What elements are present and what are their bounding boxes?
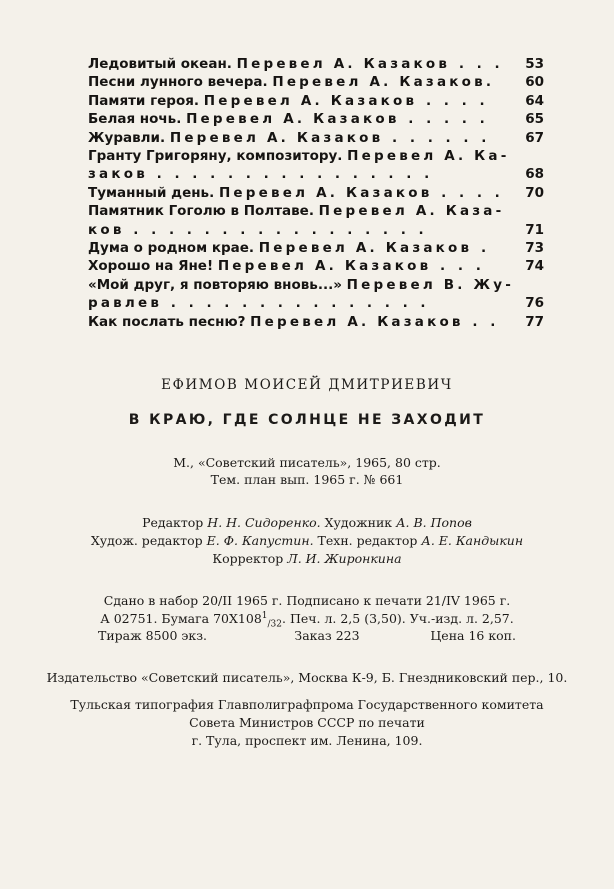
toc-entry-title xyxy=(88,257,520,275)
art-editor-name: Е. Ф. Капустин. xyxy=(206,533,314,548)
toc-translator: заков xyxy=(88,166,148,183)
toc-entry xyxy=(88,92,544,110)
toc-entry xyxy=(88,184,544,202)
toc-entry-title xyxy=(88,313,520,331)
toc-page-number: 71 xyxy=(525,221,544,238)
toc-leader-dots: . . xyxy=(463,313,500,330)
toc-entry-title xyxy=(88,184,520,202)
toc-translator: Перевел А. Казаков xyxy=(250,313,464,330)
printer-line-2: Совета Министров СССР по печати xyxy=(189,715,425,730)
toc-entry-title xyxy=(88,165,520,183)
toc-poem-title: Памятник Гоголю в Полтаве. xyxy=(88,203,314,220)
toc-translator: Перевел В. Жу- xyxy=(346,276,515,293)
toc-entry-title xyxy=(88,276,520,294)
toc-page-number: 67 xyxy=(525,129,544,146)
toc-poem-title: Гранту Григоряну, композитору. xyxy=(88,148,343,165)
toc-leader-dots: . . . . . xyxy=(399,111,489,128)
credits-line-3 xyxy=(0,551,614,566)
paper-format-sup: 1 xyxy=(261,611,268,621)
printer-line-1: Тульская типография Главполиграфпрома Государственного комитета xyxy=(70,697,544,712)
toc-entry-title xyxy=(88,202,520,220)
toc-entry xyxy=(88,313,544,331)
toc-page-number: 64 xyxy=(525,92,544,109)
sheets-text: . Печ. л. 2,5 (3,50). Уч.-изд. л. 2,57. xyxy=(282,611,514,627)
artist-name: А. В. Попов xyxy=(396,515,472,530)
artist-label: Художник xyxy=(324,515,393,530)
toc-page-number: 76 xyxy=(525,295,544,312)
toc-entry xyxy=(88,55,544,73)
toc-entry xyxy=(88,73,544,91)
toc-leader-dots: . xyxy=(485,74,495,91)
toc-page-number: 65 xyxy=(525,111,544,128)
table-of-contents xyxy=(88,55,544,331)
author-name: ЕФИМОВ МОИСЕЙ ДМИТРИЕВИЧ xyxy=(161,377,453,393)
toc-entry-title xyxy=(88,110,520,128)
toc-translator: Перевел А. Казаков xyxy=(186,111,400,128)
toc-entry-title xyxy=(88,73,520,91)
toc-translator: Перевел А. Казаков xyxy=(236,56,451,72)
toc-entry-title xyxy=(88,294,520,312)
toc-entry-title xyxy=(88,221,520,239)
toc-entry xyxy=(88,276,544,294)
toc-entry xyxy=(88,147,544,165)
proofreader-label: Корректор xyxy=(212,551,284,566)
toc-translator: ков xyxy=(88,221,125,238)
toc-leader-dots: . . . xyxy=(431,258,485,275)
toc-entry xyxy=(88,294,544,312)
toc-translator: Перевел А. Казаков xyxy=(272,74,486,91)
publication-line: М., «Советский писатель», 1965, 80 стр. xyxy=(173,455,441,470)
toc-leader-dots: . . . . . . . . . . . . . . . . xyxy=(147,166,434,183)
toc-entry xyxy=(88,257,544,275)
toc-page-number: 68 xyxy=(525,166,544,183)
printer-line-3: г. Тула, проспект им. Ленина, 109. xyxy=(191,733,423,748)
toc-entry xyxy=(88,221,544,239)
toc-entry-title xyxy=(88,92,520,110)
toc-translator: Перевел А. Казаков xyxy=(258,240,473,257)
toc-leader-dots: . . . . . . . . . . . . . . . xyxy=(162,295,430,312)
toc-page-number: 77 xyxy=(525,313,544,330)
toc-poem-title: Журавли. xyxy=(88,129,166,146)
toc-entry-title xyxy=(88,55,520,73)
plan-line: Тем. план вып. 1965 г. № 661 xyxy=(210,472,404,487)
price: Цена 16 коп. xyxy=(430,628,516,643)
toc-translator: Перевел А. Казаков xyxy=(218,184,433,201)
toc-entry-title xyxy=(88,129,520,147)
toc-poem-title: Песни лунного вечера. xyxy=(88,74,268,91)
toc-translator: Перевел А. Ка- xyxy=(347,148,510,165)
art-editor-label: Худож. редактор xyxy=(90,533,203,548)
credits-line-2 xyxy=(0,533,614,548)
paper-format-sub: /32 xyxy=(267,619,282,630)
toc-leader-dots: . . . . xyxy=(417,92,489,109)
toc-page-number: 74 xyxy=(525,258,544,275)
toc-page-number: 53 xyxy=(525,56,544,72)
toc-poem-title: Туманный день. xyxy=(88,184,215,201)
toc-poem-title: Памяти героя. xyxy=(88,92,200,109)
toc-poem-title: «Мой друг, я повторяю вновь...» xyxy=(88,276,342,293)
toc-page-number: 60 xyxy=(525,74,544,91)
toc-poem-title: Дума о родном крае. xyxy=(88,240,255,257)
toc-poem-title: Как послать песню? xyxy=(88,313,246,330)
toc-leader-dots: . xyxy=(472,240,491,257)
toc-poem-title: Хорошо на Яне! xyxy=(88,258,214,275)
book-title: В КРАЮ, ГДЕ СОЛНЦЕ НЕ ЗАХОДИТ xyxy=(128,412,486,428)
print-run: Тираж 8500 экз. xyxy=(98,628,207,643)
tech-editor-label: Техн. редактор xyxy=(317,533,418,548)
toc-leader-dots: . . . xyxy=(450,56,504,72)
toc-entry xyxy=(88,202,544,220)
toc-translator: Перевел А. Казаков xyxy=(203,92,418,109)
toc-entry-title xyxy=(88,239,520,257)
toc-page-number: 70 xyxy=(525,184,544,201)
paper-line xyxy=(0,611,614,630)
proofreader-name: Л. И. Жиронкина xyxy=(287,551,402,566)
toc-poem-title: Ледовитый океан. xyxy=(88,56,232,72)
publisher-line: Издательство «Советский писатель», Москва К-9, Б. Гнездниковский пер., 10. xyxy=(46,670,568,685)
toc-poem-title: Белая ночь. xyxy=(88,111,182,128)
toc-leader-dots: . . . . . . xyxy=(383,129,491,146)
toc-page-number: 73 xyxy=(525,240,544,257)
credits-line-1 xyxy=(0,515,614,530)
paper-text: А 02751. Бумага 70Х108 xyxy=(100,611,262,627)
order-number: Заказ 223 xyxy=(294,628,360,643)
tech-editor-name: А. Е. Кандыкин xyxy=(421,533,524,548)
toc-entry-title xyxy=(88,147,520,165)
toc-translator: Перевел А. Казаков xyxy=(217,258,432,275)
toc-leader-dots: . . . . xyxy=(432,184,504,201)
toc-translator: Перевел А. Казаков xyxy=(169,129,384,146)
toc-translator: Перевел А. Каза- xyxy=(318,203,505,220)
toc-entry xyxy=(88,165,544,183)
editor-name: Н. Н. Сидоренко. xyxy=(207,515,321,530)
editor-label: Редактор xyxy=(142,515,204,530)
print-dates-line: Сдано в набор 20/II 1965 г. Подписано к печати 21/IV 1965 г. xyxy=(103,593,511,608)
toc-entry xyxy=(88,129,544,147)
toc-entry xyxy=(88,110,544,128)
toc-translator: равлев xyxy=(88,295,163,312)
toc-entry xyxy=(88,239,544,257)
run-line xyxy=(0,628,614,643)
toc-leader-dots: . . . . . . . . . . . . . . . . . xyxy=(124,221,428,238)
